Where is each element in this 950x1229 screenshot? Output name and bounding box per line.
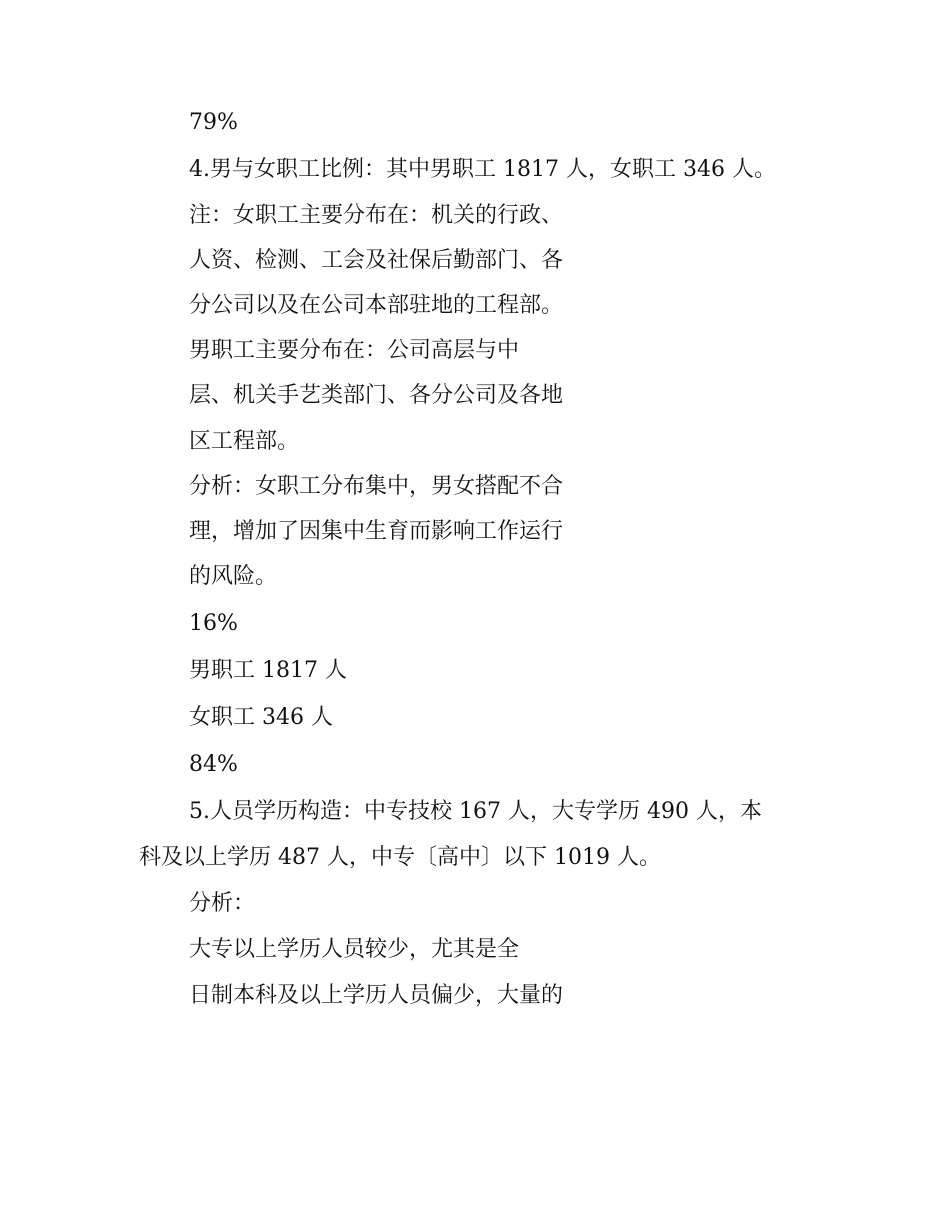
male-count-label: 男职工 1817 人 (189, 658, 347, 683)
education-heading-line-1: 5.人员学历构造：中专技校 167 人，大专学历 490 人，本 (189, 799, 762, 824)
analysis-line-3: 的风险。 (189, 564, 278, 589)
gender-ratio-heading: 4.男与女职工比例：其中男职工 1817 人，女职工 346 人。 (189, 157, 776, 182)
analysis-line-2: 理，增加了因集中生育而影响工作运行 (189, 519, 564, 544)
note-female-line-3: 分公司以及在公司本部驻地的工程部。 (189, 293, 564, 318)
percent-79: 79% (189, 110, 238, 135)
male-distribution-line-1: 男职工主要分布在：公司高层与中 (189, 338, 520, 363)
education-heading-line-2: 科及以上学历 487 人，中专〔高中〕以下 1019 人。 (139, 845, 661, 870)
education-analysis-line-2: 日制本科及以上学历人员偏少，大量的 (189, 983, 564, 1008)
female-count-label: 女职工 346 人 (189, 705, 333, 730)
analysis-line-1: 分析：女职工分布集中，男女搭配不合 (189, 474, 564, 499)
male-distribution-line-3: 区工程部。 (189, 429, 300, 454)
note-female-line-2: 人资、检测、工会及社保后勤部门、各 (189, 248, 564, 273)
note-female-line-1: 注：女职工主要分布在：机关的行政、 (189, 203, 564, 228)
education-analysis-label: 分析： (189, 891, 256, 916)
male-distribution-line-2: 层、机关手艺类部门、各分公司及各地 (189, 383, 564, 408)
education-analysis-line-1: 大专以上学历人员较少，尤其是全 (189, 937, 520, 962)
percent-84: 84% (189, 752, 238, 777)
percent-16: 16% (189, 611, 238, 636)
